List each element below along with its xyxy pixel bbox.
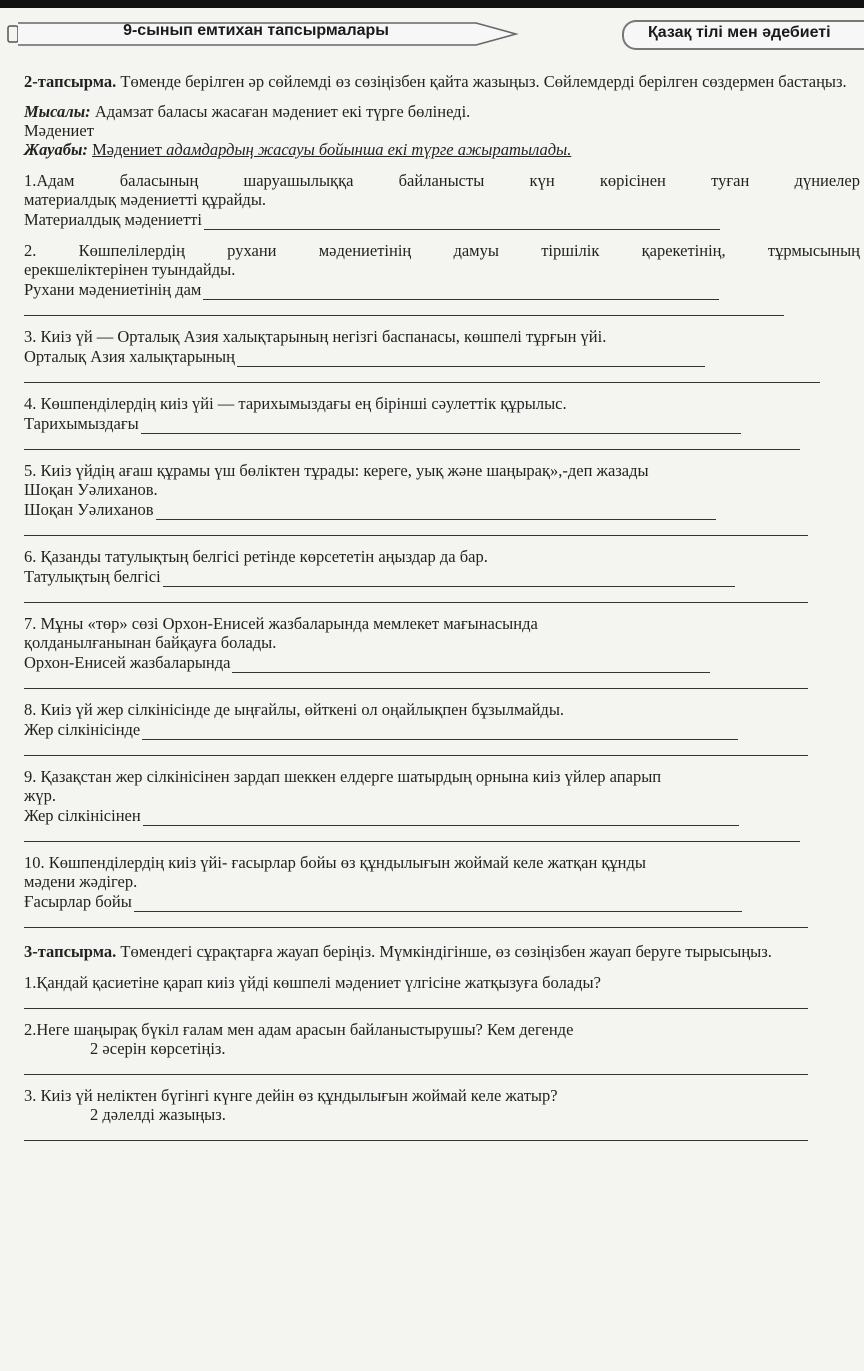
example-label: Мысалы:	[24, 102, 91, 121]
header-title-banner	[6, 20, 476, 48]
item-question-cont: жүр.	[24, 786, 57, 805]
answer-line[interactable]	[232, 658, 710, 673]
answer-line[interactable]	[141, 419, 741, 434]
answer-line-extra[interactable]	[24, 912, 808, 928]
item-question: 2. Көшпелілердің рухани мәдениетінің дамуы тіршілік қарекетінің, тұрмысының	[24, 241, 860, 260]
answer-row	[24, 891, 860, 912]
answer-text: адамдардың жасауы бойынша екі түрге ажыратылады.	[166, 140, 572, 159]
answer-row	[24, 413, 860, 434]
item-question: 5. Киіз үйдің ағаш құрамы үш бөліктен тұрады: кереге, уық және шаңырақ»,-деп жазады	[24, 461, 649, 480]
answer-line-extra[interactable]	[24, 367, 820, 383]
answer-line[interactable]	[142, 725, 738, 740]
question-text: 1.Қандай қасиетіне қарап киіз үйді көшпелі мәдениет үлгісіне жатқызуға болады?	[24, 973, 601, 992]
example-starter: Мәдениет	[24, 121, 94, 140]
item-question: 4. Көшпенділердің киіз үйі — тарихымыздағы ең бірінші сәулеттік құрылыс.	[24, 394, 567, 413]
answer-row	[24, 499, 860, 520]
task2-header	[24, 72, 860, 92]
answer-line-extra[interactable]	[24, 587, 808, 603]
task2-item-7	[24, 614, 860, 689]
item-question: 6. Қазанды татулықтың белгісі ретінде көрсететін аңыздар да бар.	[24, 547, 488, 566]
answer-line[interactable]	[203, 285, 719, 300]
example-line	[24, 102, 860, 121]
answer-line[interactable]	[24, 1124, 808, 1141]
item-question-cont: ерекшеліктерінен туындайды.	[24, 260, 236, 279]
item-starter: Тарихымыздағы	[24, 414, 139, 433]
task2-item-1	[24, 171, 860, 230]
question-text: 2.Неге шаңырақ бүкіл ғалам мен адам арасын байланыстырушы? Кем дегенде	[24, 1020, 574, 1039]
item-question: 10. Көшпенділердің киіз үйі- ғасырлар бойы өз құндылығын жоймай келе жатқан құнды	[24, 853, 646, 872]
item-starter: Жер сілкінісінде	[24, 720, 141, 739]
item-question: 7. Мұны «төр» сөзі Орхон-Енисей жазбаларында мемлекет мағынасында	[24, 614, 538, 633]
task2-item-10	[24, 853, 860, 928]
item-starter: Шоқан Уәлиханов	[24, 500, 154, 519]
answer-line[interactable]	[134, 897, 742, 912]
answer-row	[24, 346, 860, 367]
task3-instruction: Төмендегі сұрақтарға жауап беріңіз. Мүмкіндігінше, өз сөзіңізбен жауап беруге тырысыңыз.	[120, 942, 772, 961]
item-question-cont: Шоқан Уәлиханов.	[24, 480, 158, 499]
task2-item-4	[24, 394, 860, 450]
task2-instruction: Төменде берілген әр сөйлемді өз сөзіңізбен қайта жазыңыз. Сөйлемдерді берілген сөздермен бастаңыз.	[120, 72, 847, 91]
answer-line-extra[interactable]	[24, 673, 808, 689]
answer-line-extra[interactable]	[24, 434, 800, 450]
item-starter: Татулықтың белгісі	[24, 567, 161, 586]
task2-example	[24, 102, 860, 159]
question-text-cont: 2 дәлелді жазыңыз.	[90, 1105, 226, 1124]
item-question: 3. Киіз үй — Орталық Азия халықтарының негізгі баспанасы, көшпелі тұрғын үйі.	[24, 327, 607, 346]
answer-line[interactable]	[204, 215, 720, 230]
answer-line[interactable]	[163, 572, 735, 587]
item-question: 1.Адам баласының шаруашылыққа байланысты күн көрісінен туған дүниелер	[24, 171, 860, 190]
answer-row	[24, 279, 860, 300]
answer-line[interactable]	[24, 1058, 808, 1075]
answer-row	[24, 209, 860, 230]
task3-section	[24, 942, 860, 1141]
answer-line-extra[interactable]	[24, 826, 800, 842]
answer-row	[24, 805, 860, 826]
exam-title: 9-сынып емтихан тапсырмалары	[123, 22, 389, 39]
item-question: 9. Қазақстан жер сілкінісінен зардап шеккен елдерге шатырдың орнына киіз үйлер апарып	[24, 767, 662, 786]
answer-line-extra[interactable]	[24, 520, 808, 536]
answer-word: Мәдениет	[92, 140, 162, 159]
task2-item-3	[24, 327, 860, 383]
task3-header	[24, 942, 860, 962]
top-border	[0, 0, 864, 8]
question-text: 3. Киіз үй неліктен бүгінгі күнге дейін өз құндылығын жоймай келе жатыр?	[24, 1086, 558, 1105]
task2-item-5	[24, 461, 860, 536]
answer-row	[24, 719, 860, 740]
answer-line[interactable]	[24, 992, 808, 1009]
worksheet-content	[24, 72, 860, 1141]
answer-row	[24, 652, 860, 673]
task3-label: 3-тапсырма.	[24, 942, 117, 961]
item-starter: Орхон-Енисей жазбаларында	[24, 653, 231, 672]
task2-item-6	[24, 547, 860, 603]
answer-example	[92, 140, 571, 159]
item-starter: Ғасырлар бойы	[24, 892, 132, 911]
answer-line	[24, 140, 860, 159]
task2-item-9	[24, 767, 860, 842]
task2-label: 2-тапсырма.	[24, 72, 117, 91]
item-question-cont: мәдени жәдігер.	[24, 872, 138, 891]
task3-question-2	[24, 1020, 860, 1075]
item-starter: Жер сілкінісінен	[24, 806, 141, 825]
subject-title: Қазақ тілі мен әдебиеті	[648, 24, 831, 41]
item-question: 8. Киіз үй жер сілкінісінде де ыңғайлы, өйткені ол оңайлықпен бұзылмайды.	[24, 700, 565, 719]
header-subject-tab	[622, 20, 864, 50]
task2-item-2	[24, 241, 860, 316]
task2-item-8	[24, 700, 860, 756]
answer-line[interactable]	[237, 352, 705, 367]
answer-label: Жауабы:	[24, 140, 88, 159]
task3-question-3	[24, 1086, 860, 1141]
question-text-cont: 2 әсерін көрсетіңіз.	[90, 1039, 226, 1058]
item-question-cont: материалдық мәдениетті құрайды.	[24, 190, 267, 209]
answer-row	[24, 566, 860, 587]
answer-line[interactable]	[143, 811, 739, 826]
item-question-cont: қолданылғанынан байқауға болады.	[24, 633, 277, 652]
answer-line[interactable]	[156, 505, 716, 520]
item-starter: Рухани мәдениетінің дам	[24, 280, 202, 299]
example-text: Адамзат баласы жасаған мәдениет екі түрге бөлінеді.	[94, 102, 471, 121]
answer-line-extra[interactable]	[24, 300, 784, 316]
task3-question-1	[24, 973, 860, 1009]
answer-line-extra[interactable]	[24, 740, 808, 756]
item-starter: Орталық Азия халықтарының	[24, 347, 235, 366]
item-starter: Материалдық мәдениетті	[24, 210, 202, 229]
